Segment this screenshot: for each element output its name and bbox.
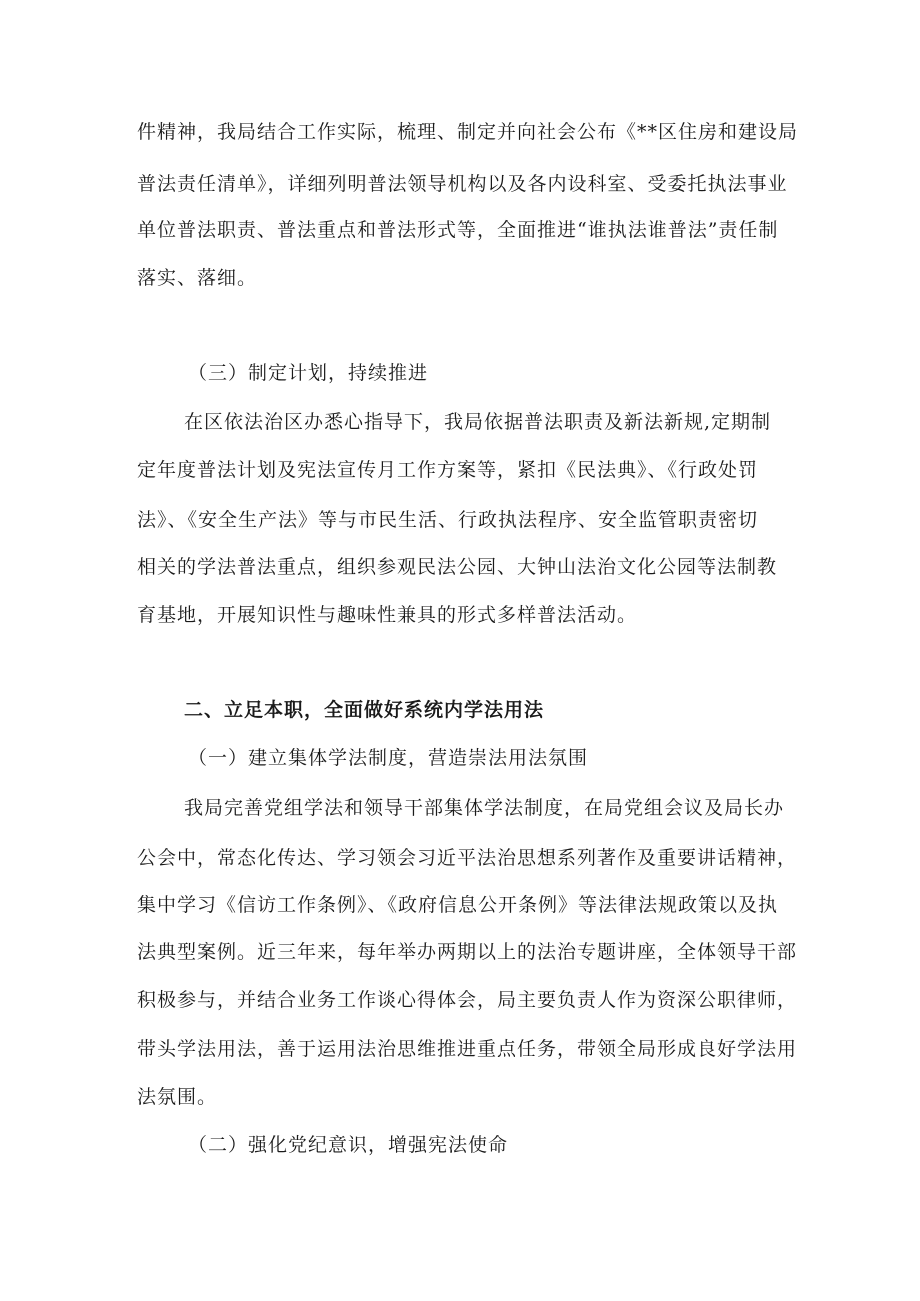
paragraph-line: 普法责任清单》，详细列明普法领导机构以及各内设科室、受委托执法事业 bbox=[137, 173, 788, 195]
section-subheading: （二）强化党纪意识，增强宪法使命 bbox=[188, 1134, 509, 1156]
paragraph-line: 在区依法治区办悉心指导下，我局依据普法职责及新法新规,定期制 bbox=[184, 411, 772, 433]
paragraph-line: 定年度普法计划及宪法宣传月工作方案等，紧扣《民法典》、《行政处罚 bbox=[137, 459, 759, 481]
paragraph-line: 育基地，开展知识性与趣味性兼具的形式多样普法活动。 bbox=[137, 604, 638, 626]
paragraph-line: 单位普法职责、普法重点和普法形式等，全面推进“谁执法谁普法”责任制 bbox=[137, 219, 779, 241]
paragraph-line: 积极参与，并结合业务工作谈心得体会，局主要负责人作为资深公职律师， bbox=[137, 989, 798, 1011]
paragraph-line: 落实、落细。 bbox=[137, 267, 258, 289]
paragraph-line: 法氛围。 bbox=[137, 1086, 218, 1108]
paragraph-line: 件精神，我局结合工作实际，梳理、制定并向社会公布《**区住房和建设局 bbox=[137, 121, 799, 143]
section-subheading: （一）建立集体学法制度，营造崇法用法氛围 bbox=[188, 747, 589, 769]
paragraph-line: 公会中，常态化传达、学习领会习近平法治思想系列著作及重要讲话精神， bbox=[137, 847, 798, 869]
paragraph-line: 法》、《安全生产法》等与市民生活、行政执法程序、安全监管职责密切 bbox=[137, 509, 759, 531]
paragraph-line: 带头学法用法，善于运用法治思维推进重点任务，带领全局形成良好学法用 bbox=[137, 1038, 798, 1060]
paragraph-line: 相关的学法普法重点，组织参观民法公园、大钟山法治文化公园等法制教 bbox=[137, 556, 778, 578]
paragraph-line: 我局完善党组学法和领导干部集体学法制度，在局党组会议及局长办 bbox=[184, 797, 785, 819]
section-heading: 二、立足本职，全面做好系统内学法用法 bbox=[184, 699, 545, 721]
section-subheading: （三）制定计划，持续推进 bbox=[188, 362, 429, 384]
paragraph-line: 法典型案例。近三年来，每年举办两期以上的法治专题讲座，全体领导干部 bbox=[137, 941, 798, 963]
paragraph-line: 集中学习《信访工作条例》、《政府信息公开条例》等法律法规政策以及执 bbox=[137, 894, 779, 916]
